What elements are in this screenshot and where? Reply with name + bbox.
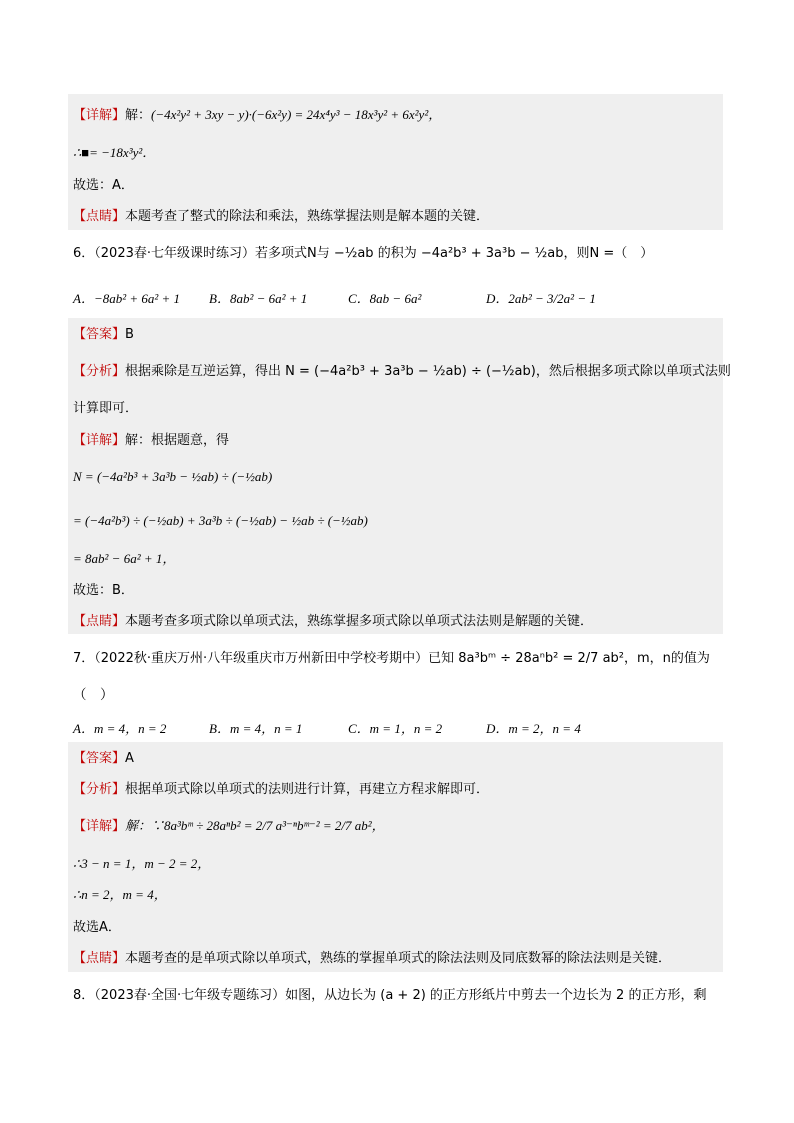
q7-stem-1: 7．（2022秋·重庆万州·八年级重庆市万州新田中学校考期中）已知 8a³bᵐ ÷ 28aⁿb² = 2/7 ab²，m，n的值为 bbox=[73, 651, 710, 666]
q6-option-c: C．8ab − 6a² bbox=[348, 291, 422, 306]
q6-detail-tag: 【详解】 bbox=[73, 433, 126, 448]
q7-option-c: C．m = 1，n = 2 bbox=[348, 721, 443, 736]
q7-step-2: ∴n = 2，m = 4， bbox=[73, 887, 167, 902]
q6-analysis-text-1: 根据乘除是互逆运算，得出 N = (−4a²b³ + 3a³b − ½ab) ÷ (−½ab)，然后根据多项式除以单项式法则 bbox=[125, 364, 731, 379]
q5-detail-expr: (−4x²y² + 3xy − y)·(−6x²y) = 24x⁴y³ − 18x³y² + 6x²y²， bbox=[151, 107, 442, 122]
q5-detail-line bbox=[73, 106, 441, 125]
q6-detail-line bbox=[73, 431, 229, 450]
q5-choice-line bbox=[73, 176, 134, 195]
q7-answer-line bbox=[73, 749, 134, 768]
q6-answer-tag: 【答案】 bbox=[73, 327, 126, 342]
q7-detail-line bbox=[73, 817, 385, 836]
q7-stem-2: （ ） bbox=[73, 687, 114, 703]
q6-option-d: D．2ab² − 3/2a² − 1 bbox=[486, 291, 596, 306]
q6-analysis-line-2 bbox=[73, 399, 138, 418]
q7-detail-text: 解：∵8a³bᵐ ÷ 28aⁿb² = 2/7 a³⁻ⁿbᵐ⁻² = 2/7 ab²， bbox=[125, 818, 385, 833]
q6-analysis-line-1 bbox=[73, 362, 731, 381]
q8-stem: 8．（2023春·全国·七年级专题练习）如图，从边长为 (a + 2) 的正方形纸片中剪去一个边长为 2 的正方形，剩 bbox=[73, 988, 707, 1003]
q7-comment-text: 本题考查的是单项式除以单项式，熟练的掌握单项式的除法法则及同底数幂的除法法则是关键． bbox=[125, 951, 672, 966]
q5-comment-tag: 【点睛】 bbox=[73, 209, 126, 224]
q6-comment-text: 本题考查多项式除以单项式法，熟练掌握多项式除以单项式法法则是解题的关键． bbox=[125, 614, 594, 629]
q5-choice: 故选：A． bbox=[73, 178, 134, 193]
q7-answer-tag: 【答案】 bbox=[73, 751, 126, 766]
q6-option-b: B．8ab² − 6a² + 1 bbox=[209, 291, 308, 306]
q6-detail-text: 解：根据题意，得 bbox=[125, 433, 230, 448]
q7-step-1: ∴3 − n = 1，m − 2 = 2， bbox=[73, 856, 211, 871]
q6-step-3: = 8ab² − 6a² + 1， bbox=[73, 551, 176, 566]
q6-answer-text: B bbox=[125, 327, 134, 342]
q5-comment-text: 本题考查了整式的除法和乘法，熟练掌握法则是解本题的关键． bbox=[125, 209, 490, 224]
q7-analysis-tag: 【分析】 bbox=[73, 782, 126, 797]
q7-detail-tag: 【详解】 bbox=[73, 819, 126, 834]
q6-answer-line bbox=[73, 325, 134, 344]
q6-analysis-text-2: 计算即可． bbox=[73, 401, 139, 416]
q6-choice-line: 故选：B． bbox=[73, 583, 134, 598]
q5-therefore: ∴■= −18x³y²． bbox=[73, 145, 156, 160]
q6-stem bbox=[73, 244, 653, 263]
q6-step-2: = (−4a²b³) ÷ (−½ab) + 3a³b ÷ (−½ab) − ½ab ÷ (−½ab) bbox=[73, 513, 368, 528]
q5-comment-line bbox=[73, 207, 489, 226]
q6-comment-tag: 【点睛】 bbox=[73, 614, 126, 629]
q7-option-d: D．m = 2，n = 4 bbox=[486, 721, 581, 736]
q6-option-a: A．−8ab² + 6a² + 1 bbox=[73, 291, 181, 306]
q6-comment-line bbox=[73, 612, 593, 631]
q7-comment-tag: 【点睛】 bbox=[73, 951, 126, 966]
q7-analysis-text: 根据单项式除以单项式的法则进行计算，再建立方程求解即可． bbox=[125, 782, 490, 797]
q6-analysis-tag: 【分析】 bbox=[73, 364, 126, 379]
q5-therefore-line bbox=[73, 144, 155, 162]
q5-detail-text: 解： bbox=[125, 108, 152, 123]
q6-step-1: N = (−4a²b³ + 3a³b − ½ab) ÷ (−½ab) bbox=[73, 469, 273, 484]
q7-choice-line: 故选A． bbox=[73, 920, 121, 935]
q7-analysis-line bbox=[73, 780, 489, 799]
q7-answer-text: A bbox=[125, 751, 134, 766]
q7-comment-line bbox=[73, 949, 671, 968]
q6-stem-text: 6．（2023春·七年级课时练习）若多项式N与 −½ab 的积为 −4a²b³ + 3a³b − ½ab，则N =（ ） bbox=[73, 246, 654, 261]
q7-option-b: B．m = 4，n = 1 bbox=[209, 721, 303, 736]
q7-option-a: A．m = 4，n = 2 bbox=[73, 721, 167, 736]
q5-detail-tag: 【详解】 bbox=[73, 108, 126, 123]
